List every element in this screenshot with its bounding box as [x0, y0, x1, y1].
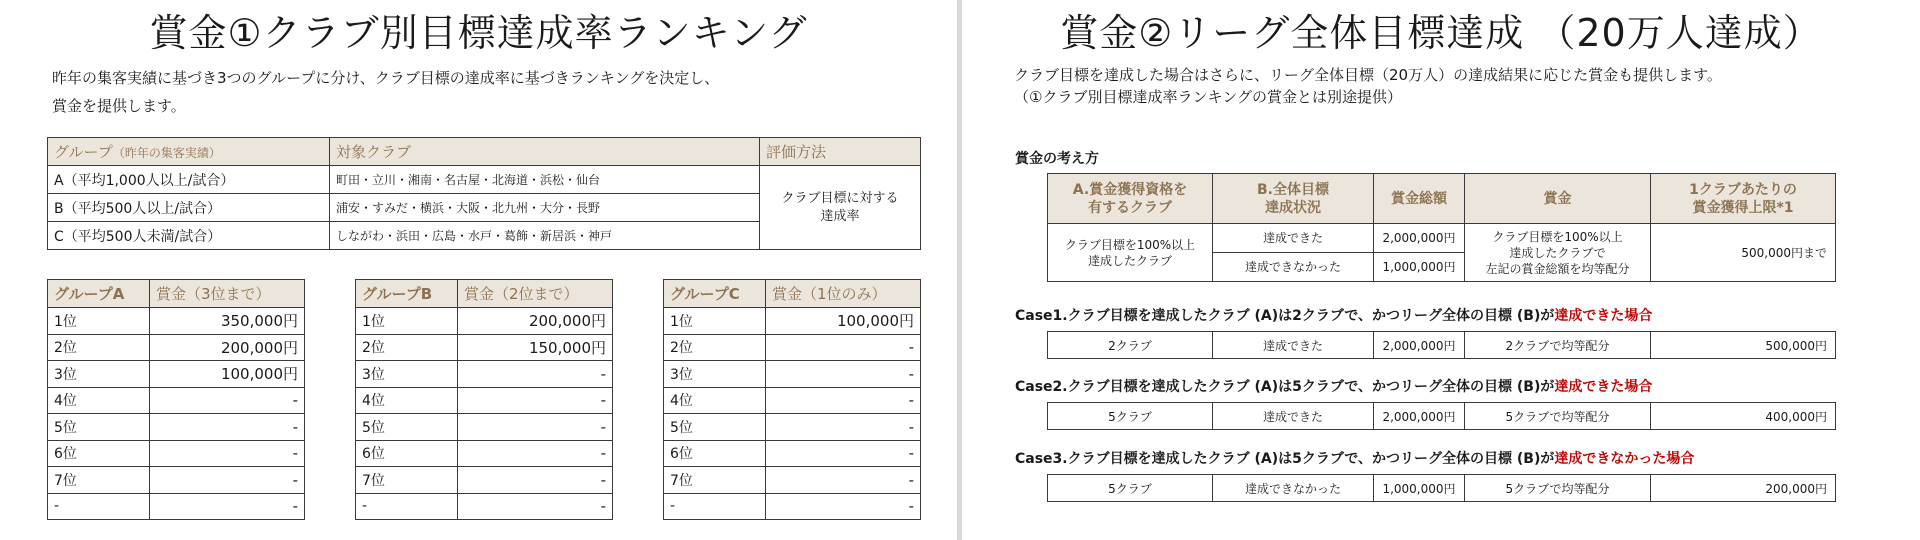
clubs-cell: 町田・立川・湘南・名古屋・北海道・浜松・仙台 [330, 166, 760, 194]
case1-title [1015, 305, 1652, 325]
prize-table [1047, 173, 1836, 282]
table-row [664, 493, 921, 520]
table-cell: - [766, 493, 921, 520]
left-intro-line2: 賞金を提供します。 [52, 97, 186, 115]
table-cell: 5位 [664, 414, 766, 441]
rank-group-label: グループB [356, 280, 458, 308]
table-cell: 400,000円 [1651, 403, 1836, 430]
text-label: クラブ目標を100%以上 [1064, 237, 1196, 252]
eval-header: 評価方法 [760, 138, 921, 166]
table-cell: 6位 [664, 440, 766, 467]
text-label: クラブ目標を100%以上 [1492, 229, 1623, 244]
table-cell: 3位 [664, 361, 766, 388]
table-cell: - [458, 361, 613, 388]
rank-group-label: グループA [48, 280, 150, 308]
group-cell: B（平均500人以上/試合） [48, 194, 330, 222]
table-row [356, 467, 613, 494]
table-row [356, 361, 613, 388]
table-row [48, 361, 305, 388]
table-cell: 4位 [664, 387, 766, 414]
table-row [48, 166, 921, 194]
rank-prize-label: 賞金（3位まで） [150, 280, 305, 308]
table-row [48, 467, 305, 494]
table-row [48, 308, 305, 335]
table-cell: 200,000円 [458, 308, 613, 335]
text-label: 有するクラブ [1088, 199, 1172, 216]
prize-b-yes: 達成できた [1213, 224, 1374, 253]
right-intro-line2: （①クラブ別目標達成率ランキングの賞金とは別途提供） [1014, 88, 1402, 106]
rank-table-a [47, 279, 305, 520]
text-label: 達成したクラブで [1509, 245, 1606, 260]
table-cell: 5位 [48, 414, 150, 441]
table-cell: 2,000,000円 [1374, 403, 1465, 430]
table-row [1048, 332, 1836, 359]
table-cell: 5クラブで均等配分 [1465, 475, 1651, 502]
text-label: グループ [54, 143, 113, 161]
table-row [664, 308, 921, 335]
table-cell: 500,000円 [1651, 332, 1836, 359]
table-cell: 1位 [48, 308, 150, 335]
text-label: 賞金獲得上限*1 [1692, 199, 1794, 216]
prize-header-limit [1651, 174, 1836, 224]
table-cell: - [150, 467, 305, 494]
text-label: 達成できた場合 [1554, 308, 1653, 324]
prize-header-b [1213, 174, 1374, 224]
table-cell: 4位 [48, 387, 150, 414]
table-cell: 100,000円 [766, 308, 921, 335]
table-row [664, 467, 921, 494]
section-label: 賞金の考え方 [1015, 151, 1099, 167]
rank-group-label: グループC [664, 280, 766, 308]
table-cell: 2位 [664, 334, 766, 361]
table-row [664, 361, 921, 388]
case2-title [1015, 376, 1652, 396]
table-cell: 5クラブで均等配分 [1465, 403, 1651, 430]
table-row [356, 493, 613, 520]
prize-header-prize: 賞金 [1465, 174, 1651, 224]
table-cell: 7位 [664, 467, 766, 494]
left-title: 賞金①クラブ別目標達成率ランキング [149, 11, 808, 55]
table-cell: 1位 [664, 308, 766, 335]
text-label: Case3.クラブ目標を達成したクラブ (A)は5クラブで、かつリーグ全体の目標 (B)が [1015, 451, 1555, 467]
table-cell: 1,000,000円 [1374, 475, 1465, 502]
table-cell: - [766, 440, 921, 467]
text-label: （昨年の集客実績） [112, 146, 221, 160]
table-cell: 7位 [356, 467, 458, 494]
table-cell: - [458, 414, 613, 441]
table-cell: 200,000円 [150, 334, 305, 361]
clubs-cell: 浦安・すみだ・横浜・大阪・北九州・大分・長野 [330, 194, 760, 222]
rank-prize-label: 賞金（1位のみ） [766, 280, 921, 308]
table-row [356, 334, 613, 361]
prize-a-cell [1048, 224, 1213, 282]
rank-table-c [663, 279, 921, 520]
text-label: 達成できた場合 [1554, 379, 1653, 395]
table-cell: - [766, 361, 921, 388]
prize-limit-cell: 500,000円まで [1651, 224, 1836, 282]
table-cell: - [458, 467, 613, 494]
table-cell: 100,000円 [150, 361, 305, 388]
text-label: Case1.クラブ目標を達成したクラブ (A)は2クラブで、かつリーグ全体の目標 (B)が [1015, 308, 1555, 324]
prize-header-total: 賞金総額 [1374, 174, 1465, 224]
case2-table [1047, 402, 1836, 430]
text-label: 達成率 [820, 208, 860, 224]
table-cell: - [356, 493, 458, 520]
text-label: 1クラブあたりの [1689, 181, 1797, 198]
group-cell: A（平均1,000人以上/試合） [48, 166, 330, 194]
group-cell: C（平均500人未満/試合） [48, 222, 330, 250]
table-row [356, 387, 613, 414]
table-cell: 350,000円 [150, 308, 305, 335]
table-cell: 2位 [356, 334, 458, 361]
table-cell: - [150, 414, 305, 441]
group-header [48, 138, 330, 166]
table-cell: 2クラブで均等配分 [1465, 332, 1651, 359]
clubs-cell: しながわ・浜田・広島・水戸・葛飾・新居浜・神戸 [330, 222, 760, 250]
table-cell: - [766, 467, 921, 494]
table-cell: 2クラブ [1048, 332, 1213, 359]
table-row [48, 414, 305, 441]
table-cell: - [766, 387, 921, 414]
table-cell: 3位 [356, 361, 458, 388]
table-row [48, 440, 305, 467]
rank-table-b [355, 279, 613, 520]
table-cell: 5クラブ [1048, 403, 1213, 430]
text-label: 達成できなかった場合 [1554, 451, 1695, 467]
table-row [356, 414, 613, 441]
case1-table [1047, 331, 1836, 359]
text-label: B.全体目標 [1257, 181, 1329, 198]
table-row [664, 440, 921, 467]
group-table [47, 137, 921, 250]
right-title: 賞金②リーグ全体目標達成 （20万人達成） [1060, 11, 1822, 55]
table-cell: - [150, 493, 305, 520]
left-panel [0, 0, 957, 540]
table-cell: 5クラブ [1048, 475, 1213, 502]
table-cell: 3位 [48, 361, 150, 388]
table-row [664, 414, 921, 441]
prize-total-no: 1,000,000円 [1374, 253, 1465, 282]
prize-header-a [1048, 174, 1213, 224]
table-cell: 150,000円 [458, 334, 613, 361]
table-cell: - [458, 387, 613, 414]
rank-prize-label: 賞金（2位まで） [458, 280, 613, 308]
table-cell: 達成できなかった [1213, 475, 1374, 502]
table-cell: 2,000,000円 [1374, 332, 1465, 359]
case3-title [1015, 448, 1694, 468]
table-cell: 7位 [48, 467, 150, 494]
table-row [356, 308, 613, 335]
table-row [1048, 224, 1836, 253]
table-cell: - [766, 334, 921, 361]
prize-b-no: 達成できなかった [1213, 253, 1374, 282]
table-row [48, 334, 305, 361]
text-label: A.賞金獲得資格を [1072, 181, 1188, 198]
table-cell: - [150, 440, 305, 467]
right-panel [962, 0, 1920, 540]
table-row [48, 493, 305, 520]
table-row [356, 440, 613, 467]
table-cell: - [458, 493, 613, 520]
table-cell: 6位 [48, 440, 150, 467]
left-intro-line1: 昨年の集客実績に基づき3つのグループに分け、クラブ目標の達成率に基づきランキングを決定し、 [52, 69, 720, 87]
table-cell: - [766, 414, 921, 441]
table-cell: - [664, 493, 766, 520]
case3-table [1047, 474, 1836, 502]
table-cell: 2位 [48, 334, 150, 361]
table-row [664, 387, 921, 414]
table-row [1048, 475, 1836, 502]
text-label: 達成したクラブ [1087, 253, 1172, 268]
table-cell: 5位 [356, 414, 458, 441]
prize-distribution-cell [1465, 224, 1651, 282]
table-cell: 達成できた [1213, 332, 1374, 359]
table-row [664, 334, 921, 361]
text-label: Case2.クラブ目標を達成したクラブ (A)は5クラブで、かつリーグ全体の目標 (B)が [1015, 379, 1555, 395]
prize-total-yes: 2,000,000円 [1374, 224, 1465, 253]
table-cell: - [458, 440, 613, 467]
text-label: 左記の賞金総額を均等配分 [1485, 261, 1630, 276]
eval-cell [760, 166, 921, 250]
table-cell: 達成できた [1213, 403, 1374, 430]
text-label: 達成状況 [1265, 199, 1321, 216]
table-cell: 1位 [356, 308, 458, 335]
text-label: クラブ目標に対する [781, 190, 899, 206]
right-intro [1014, 64, 1722, 108]
table-row [1048, 403, 1836, 430]
table-cell: - [150, 387, 305, 414]
table-cell: 200,000円 [1651, 475, 1836, 502]
table-cell: - [48, 493, 150, 520]
clubs-header: 対象クラブ [330, 138, 760, 166]
table-cell: 4位 [356, 387, 458, 414]
left-intro [52, 64, 719, 120]
table-row [48, 387, 305, 414]
right-intro-line1: クラブ目標を達成した場合はさらに、リーグ全体目標（20万人）の達成結果に応じた賞金も提供します。 [1014, 66, 1722, 84]
table-cell: 6位 [356, 440, 458, 467]
